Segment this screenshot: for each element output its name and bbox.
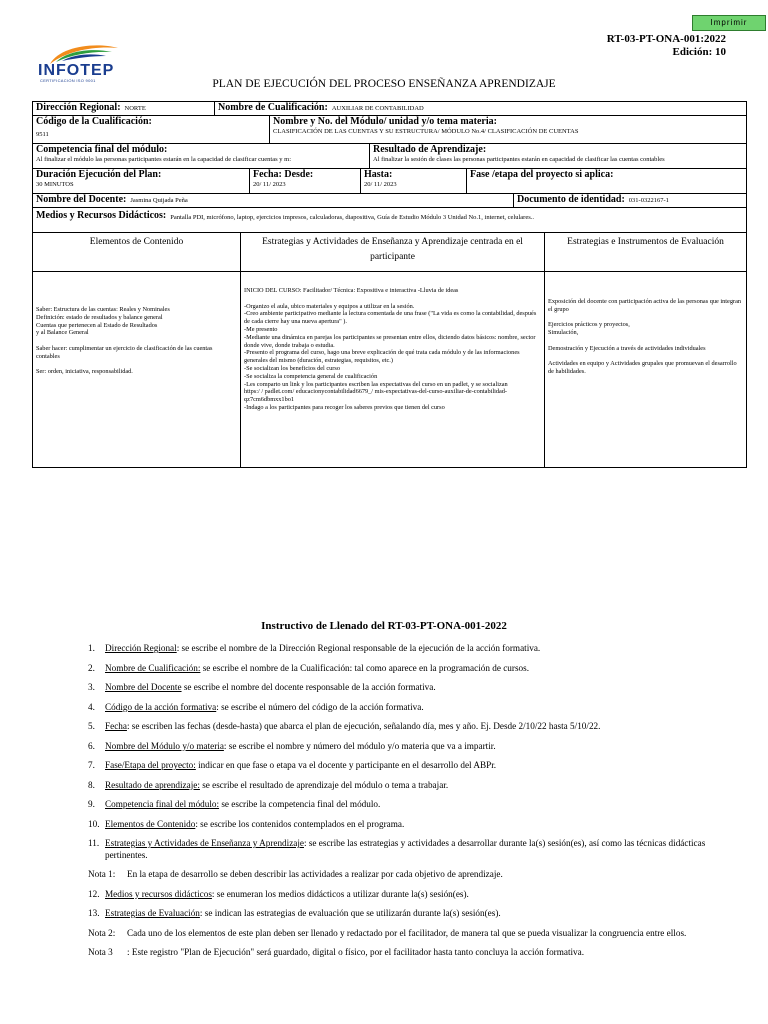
item-number: 9. [88, 799, 95, 809]
modulo-label: Nombre y No. del Módulo/ unidad y/o tema materia: [273, 116, 497, 127]
resultado-cell [370, 144, 746, 168]
item-text: : se escribe el número del código de la acción formativa. [216, 701, 424, 712]
codigo-cualificacion-cell [33, 116, 270, 143]
instructivo-title: Instructivo de Llenado del RT-03-PT-ONA-001-2022 [261, 620, 507, 632]
instructivo-item [88, 702, 728, 714]
note-label: Nota 1: [88, 869, 116, 879]
duracion-cell [33, 169, 250, 193]
evaluacion-column[interactable] [545, 272, 746, 467]
col-header-contenido: Elementos de Contenido [33, 233, 241, 271]
contenido-line [36, 361, 237, 369]
item-term: Fecha [105, 721, 127, 731]
duracion-label: Duración Ejecución del Plan: [36, 169, 162, 180]
item-term: Dirección Regional [105, 643, 177, 653]
form-row-column-headers [33, 233, 746, 272]
form-row-competencia [33, 144, 746, 169]
docente-cell [33, 194, 514, 207]
resultado-value[interactable]: Al finalizar la sesión de clases las personas participantes estarán en capacidad de clasificar las cuentas contables [373, 156, 665, 163]
codigo-cualificacion-value[interactable]: 9511 [36, 131, 49, 138]
contenido-line: Cuentas que pertenecen al Estado de Resultados [36, 321, 158, 329]
direccion-regional-value[interactable]: NORTE [124, 105, 146, 112]
instructivo-item [88, 760, 728, 772]
medios-label: Medios y Recursos Didácticos: [36, 210, 167, 221]
form-row-docente [33, 194, 746, 208]
estrategias-line [244, 295, 541, 303]
instructivo-item [88, 682, 728, 694]
resultado-label: Resultado de Aprendizaje: [373, 144, 487, 155]
instructivo-note [88, 947, 728, 959]
item-number: 6. [88, 740, 95, 751]
print-button[interactable]: Imprimir [692, 15, 766, 31]
item-term: Competencia final del módulo: [105, 799, 220, 809]
form-row-medios [33, 208, 746, 233]
contenido-column[interactable] [33, 272, 241, 467]
item-term: Nombre del Docente [105, 682, 182, 692]
competencia-cell [33, 144, 370, 168]
evaluacion-line: Simulación, [548, 329, 579, 337]
competencia-label: Competencia final del módulo: [36, 144, 168, 155]
nombre-cualificacion-label: Nombre de Cualificación: [218, 102, 328, 113]
evaluacion-line: Demostración y Ejecución a través de actividades individuales [548, 344, 706, 352]
contenido-line [36, 337, 237, 345]
item-text: se escribe el nombre de la Cualificación: tal como aparece en la programación de cursos. [200, 662, 529, 673]
item-number: 1. [88, 643, 95, 653]
item-number: 13. [88, 908, 100, 918]
estrategias-line: -Creo ambiente participativo mediante la lectura comentada de una frase ("La vida es como la contabilidad, después de cada cierre hay una nueva apertura" ). [244, 310, 537, 326]
item-number: 3. [88, 682, 95, 692]
instructivo-item [88, 819, 728, 831]
estrategias-line: -Presento el programa del curso, hago una breve explicación de qué trata cada módulo y de las informaciones generales del mismo (duración, estrategias, requisitos, etc.) [244, 349, 520, 365]
item-number: 12. [88, 888, 100, 899]
direccion-regional-cell [33, 102, 215, 115]
form-row-body [33, 272, 746, 467]
medios-value[interactable]: Pantalla PDI, micrófono, laptop, ejercicios impresos, calculadoras, diapositiva, Guía de Estudio Módulo 3 Unidad No.1, internet, celulares.. [170, 214, 534, 221]
item-term: Medios y recursos didácticos [105, 888, 212, 899]
item-text: Cada uno de los elementos de este plan deben ser llenado y redactado por el facilitador, de manera tal que se pueda visualizar la congruencia entre ellos. [127, 927, 687, 938]
item-text: : se enumeran los medios didácticos a utilizar durante la(s) sesión(es). [211, 888, 469, 899]
item-text: : se escribe el nombre de la Dirección Regional responsable de la ejecución de la acción formativa. [176, 643, 541, 653]
medios-cell [33, 208, 746, 232]
form-row-codigo [33, 116, 746, 144]
item-term: Código de la acción formativa [105, 701, 217, 712]
contenido-line: Ser: orden, iniciativa, responsabilidad. [36, 368, 133, 376]
competencia-value[interactable]: Al finalizar el módulo las personas participantes estarán en la capacidad de clasificar cuentas y m: [36, 156, 292, 163]
estrategias-line: -Indago a los participantes para recoger los saberes previos que tienen del curso [244, 403, 445, 411]
docente-label: Nombre del Docente: [36, 194, 127, 205]
document-code: RT-03-PT-ONA-001:2022 [606, 33, 726, 45]
item-text: se escribe el resultado de aprendizaje del módulo o tema a trabajar. [199, 779, 449, 790]
contenido-line: Saber hacer: cumplimentar un ejercicio de clasificación de las cuentas contables [36, 344, 213, 360]
estrategias-column[interactable] [241, 272, 545, 467]
codigo-cualificacion-label: Código de la Cualificación: [36, 116, 152, 127]
instructivo-item [88, 799, 728, 811]
evaluacion-line: Exposición del docente con participación activa de las personas que integran el grupo [548, 298, 742, 313]
contenido-line: Definición: estado de resultados y balance general [36, 313, 163, 321]
instructivo-item [88, 838, 728, 861]
hasta-value[interactable]: 20/ 11/ 2023 [364, 181, 397, 188]
instructivo-item [88, 780, 728, 792]
item-term: Nombre del Módulo y/o materia [105, 740, 224, 751]
logo-wordmark: INFOTEP [38, 62, 115, 79]
evaluacion-line: Ejercicios prácticos y proyectos, [548, 321, 630, 329]
item-number: 2. [88, 662, 95, 673]
plan-form [32, 101, 747, 468]
item-text: En la etapa de desarrollo se deben describir las actividades a realizar por cada objetivo de aprendizaje. [127, 869, 503, 879]
instructivo-note [88, 869, 728, 881]
contenido-line: Saber: Estructura de las cuentas: Reales y Nominales [36, 306, 170, 313]
estrategias-line: -Mediante una dinámica en parejas los participantes se presentan entre ellos, diciendo datos básicos: nombre, sector donde vive, donde trabaja o estudia. [244, 333, 536, 349]
fecha-desde-cell [250, 169, 361, 193]
item-text: indicar en que fase o etapa va el docente y participante en el desarrollo del ABPr. [195, 760, 497, 770]
fecha-desde-label: Fecha: Desde: [253, 169, 314, 180]
item-text: : se escribe el nombre y número del módulo y/o materia que va a impartir. [223, 740, 496, 751]
col-header-estrategias: Estrategias y Actividades de Enseñanza y Aprendizaje centrada en el participante [241, 233, 545, 271]
logo-subtitle: CERTIFICACION ISO 9001 [40, 78, 96, 83]
modulo-value[interactable]: CLASIFICACIÓN DE LAS CUENTAS Y SU ESTRUCTURA/ MÓDULO No.4/ CLASIFICACIÓN DE CUENTAS [273, 128, 579, 135]
col-header-evaluacion: Estrategias e Instrumentos de Evaluación [567, 237, 724, 247]
docente-value[interactable]: Jasmina Quijada Peña [130, 197, 188, 204]
fase-cell [467, 169, 746, 193]
note-label: Nota 3 [88, 947, 113, 957]
item-number: 10. [88, 818, 100, 829]
item-text: se escribe el nombre del docente responsable de la acción formativa. [181, 682, 436, 692]
direccion-regional-label: Dirección Regional: [36, 102, 121, 113]
estrategias-line: -Se socializan los beneficios del curso [244, 364, 340, 372]
documento-label: Documento de identidad: [517, 194, 625, 205]
document-edition: Edición: 10 [672, 46, 726, 58]
item-text: : se indican las estrategias de evaluación que se utilizarán durante la(s) sesión(es). [199, 908, 501, 918]
hasta-label: Hasta: [364, 169, 393, 180]
document-code-block [607, 33, 726, 59]
fecha-desde-value[interactable]: 20/ 11/ 2023 [253, 181, 286, 188]
item-text: : Este registro "Plan de Ejecución" será guardado, digital o físico, por el facilitador hasta tanto concluya la acción formativa. [127, 947, 585, 957]
instructivo-item [88, 663, 728, 675]
item-term: Nombre de Cualificación: [105, 662, 201, 673]
evaluacion-line [548, 353, 743, 361]
item-number: 4. [88, 701, 95, 712]
item-term: Estrategias de Evaluación [105, 908, 200, 918]
form-row-duracion [33, 169, 746, 194]
item-number: 5. [88, 721, 95, 731]
page-title: PLAN DE EJECUCIÓN DEL PROCESO ENSEÑANZA APRENDIZAJE [212, 78, 556, 90]
note-label: Nota 2: [88, 927, 116, 938]
item-number: 7. [88, 760, 95, 770]
item-text: : se escribe las estrategias y actividades a desarrollar durante la(s) sesión(es), así como las técnicas didácticas pertinentes. [105, 838, 706, 860]
instructivo-list [88, 643, 728, 967]
nombre-cualificacion-cell [215, 102, 746, 115]
item-term: Resultado de aprendizaje: [105, 779, 200, 790]
estrategias-line: -Les comparto un link y los participantes escriben las expectativas del curso en un padlet, y se socializan [244, 380, 508, 388]
instructivo-item [88, 643, 728, 655]
documento-cell [514, 194, 746, 207]
instructivo-item [88, 721, 728, 733]
hasta-cell [361, 169, 467, 193]
evaluacion-line [548, 314, 743, 322]
item-text: se escribe la competencia final del módulo. [219, 799, 381, 809]
modulo-cell [270, 116, 746, 143]
item-term: Estrategias y Actividades de Enseñanza y Aprendizaje [105, 838, 304, 848]
contenido-line: y al Balance General [36, 329, 89, 337]
nombre-cualificacion-value[interactable]: AUXILIAR DE CONTABILIDAD [331, 105, 424, 112]
evaluacion-line: Actividades en equipo y Actividades grupales que promuevan el desarrollo de habilidades. [548, 360, 737, 376]
item-term: Elementos de Contenido [105, 818, 196, 829]
estrategias-link[interactable]: https:/ / padlet.com/ educacionycontabilidad6679_/ mis-expectativas-del-curso-auxiliar-de-contabilidad-qz7cm6dbmxx1bo1 [244, 388, 508, 404]
instructivo-item [88, 889, 728, 901]
evaluacion-line [548, 337, 743, 345]
instructivo-note [88, 928, 728, 940]
estrategias-line: -Se socializa la competencia general de cualificación [244, 372, 378, 380]
item-number: 11. [88, 838, 100, 848]
item-number: 8. [88, 779, 95, 790]
item-text: : se escriben las fechas (desde-hasta) que abarca el plan de ejecución, señalando día, mes y año. Ej. Desde 2/10/22 hasta 5/10/22. [126, 721, 601, 731]
estrategias-line: -Organizo el aula, ubico materiales y equipos a utilizar en la sesión. [244, 302, 415, 310]
estrategias-line: -Me presento [244, 325, 278, 333]
instructivo-item [88, 741, 728, 753]
instructivo-item [88, 908, 728, 920]
item-text: : se escribe los contenidos contemplados en el programa. [195, 818, 405, 829]
duracion-value[interactable]: 30 MINUTOS [36, 181, 74, 188]
fase-label: Fase /etapa del proyecto si aplica: [470, 169, 614, 180]
documento-value[interactable]: 031-0322167-1 [628, 197, 669, 204]
form-row-regional [33, 102, 746, 116]
estrategias-line: INICIO DEL CURSO: Facilitador/ Técnica: Expositiva e interactiva -Lluvia de ideas [244, 287, 459, 294]
item-term: Fase/Etapa del proyecto: [105, 760, 196, 770]
